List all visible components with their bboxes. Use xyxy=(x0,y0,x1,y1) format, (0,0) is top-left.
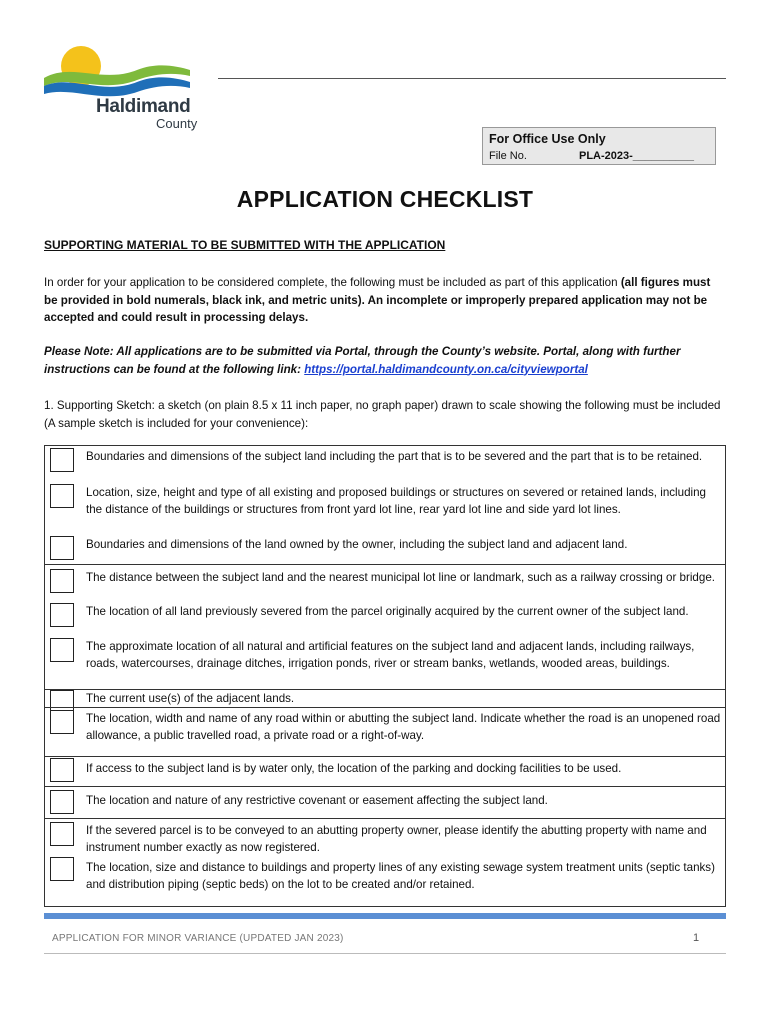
checklist-checkbox[interactable] xyxy=(50,710,74,734)
office-use-box xyxy=(482,127,716,165)
file-number-value: PLA-2023-__________ xyxy=(579,150,694,162)
checklist-item-text: The location and nature of any restrictive covenant or easement affecting the subject land. xyxy=(86,794,548,807)
checklist-table xyxy=(44,445,726,907)
logo-name: Haldimand xyxy=(96,96,191,117)
checklist-item-text: The current use(s) of the adjacent lands. xyxy=(86,692,295,705)
checklist-item-text: The location, width and name of any road within or abutting the subject land. Indicate whether the road is an unopened road allowance, a public travelled road, a private road or a right-of-way. xyxy=(86,712,721,742)
file-number-label: File No. xyxy=(489,150,527,162)
checklist-checkbox[interactable] xyxy=(50,569,74,593)
logo-sub: County xyxy=(156,116,198,131)
checklist-checkbox[interactable] xyxy=(50,603,74,627)
row-divider xyxy=(45,756,725,757)
checklist-item-text: Boundaries and dimensions of the subject land including the part that is to be severed and the part that is to be retained. xyxy=(86,450,703,463)
footer-accent-bar xyxy=(44,913,726,919)
checklist-checkbox[interactable] xyxy=(50,857,74,881)
row-divider xyxy=(45,707,725,708)
checklist-checkbox[interactable] xyxy=(50,822,74,846)
portal-note xyxy=(44,343,724,378)
row-divider xyxy=(45,786,725,787)
page-title: APPLICATION CHECKLIST xyxy=(236,186,534,212)
checklist-item-text: If access to the subject land is by water only, the location of the parking and docking facilities to be used. xyxy=(86,762,622,775)
checklist-item-text: The location of all land previously severed from the parcel originally acquired by the current owner of the subject land. xyxy=(86,605,689,618)
checklist-item-text: Boundaries and dimensions of the land owned by the owner, including the subject land and adjacent land. xyxy=(86,538,628,551)
intro-paragraph xyxy=(44,274,724,327)
page-number: 1 xyxy=(693,932,700,944)
checklist-checkbox[interactable] xyxy=(50,790,74,814)
portal-link[interactable]: https://portal.haldimandcounty.on.ca/cityviewportal xyxy=(304,362,588,376)
checklist-item-text: The distance between the subject land and the nearest municipal lot line or landmark, such as a railway crossing or bridge. xyxy=(86,571,715,584)
row-divider xyxy=(45,564,725,565)
row-divider xyxy=(45,818,725,819)
footer-rule xyxy=(44,953,726,954)
intro-bold-text: (all figures must be provided in bold numerals, black ink, and metric units). An incomplete or improperly prepared application may not be accepted and could result in processing delays. xyxy=(44,276,711,324)
checklist-checkbox[interactable] xyxy=(50,638,74,662)
office-use-title: For Office Use Only xyxy=(489,132,606,146)
checklist-checkbox[interactable] xyxy=(50,448,74,472)
footer-text: APPLICATION FOR MINOR VARIANCE (UPDATED JAN 2023) xyxy=(52,933,344,944)
header-rule xyxy=(218,78,726,79)
checklist-checkbox[interactable] xyxy=(50,484,74,508)
checklist-item-text: The approximate location of all natural and artificial features on the subject land and adjacent lands, including railways, roads, watercourses, drainage ditches, irrigation ponds, river or stream banks, wetlands, wooded areas, buildings. xyxy=(86,640,695,670)
checklist-checkbox[interactable] xyxy=(50,758,74,782)
checklist-item-text: The location, size and distance to buildings and property lines of any existing sewage system treatment units (septic tanks) and distribution piping (septic beds) on the lot to be created and/or retained. xyxy=(86,861,715,891)
intro-text: In order for your application to be considered complete, the following must be included as part of this application xyxy=(44,276,621,289)
sketch-intro: 1. Supporting Sketch: a sketch (on plain 8.5 x 11 inch paper, no graph paper) drawn to scale showing the following must be included (A sample sketch is included for your convenience): xyxy=(44,399,721,430)
section-subheading: SUPPORTING MATERIAL TO BE SUBMITTED WITH THE APPLICATION xyxy=(44,238,446,252)
portal-note-text: Please Note: All applications are to be submitted via Portal, through the County’s website. Portal, along with further instructions can be found at the following link: xyxy=(44,345,681,376)
checklist-item-text: Location, size, height and type of all existing and proposed buildings or structures on severed or retained lands, including the distance of the buildings or structures from front yard lot line, rear yard lot line and side yard lot lines. xyxy=(86,486,707,516)
checklist-checkbox[interactable] xyxy=(50,536,74,560)
checklist-item-text: If the severed parcel is to be conveyed to an abutting property owner, please identify the abutting property with name and instrument number exactly as now registered. xyxy=(86,824,707,854)
